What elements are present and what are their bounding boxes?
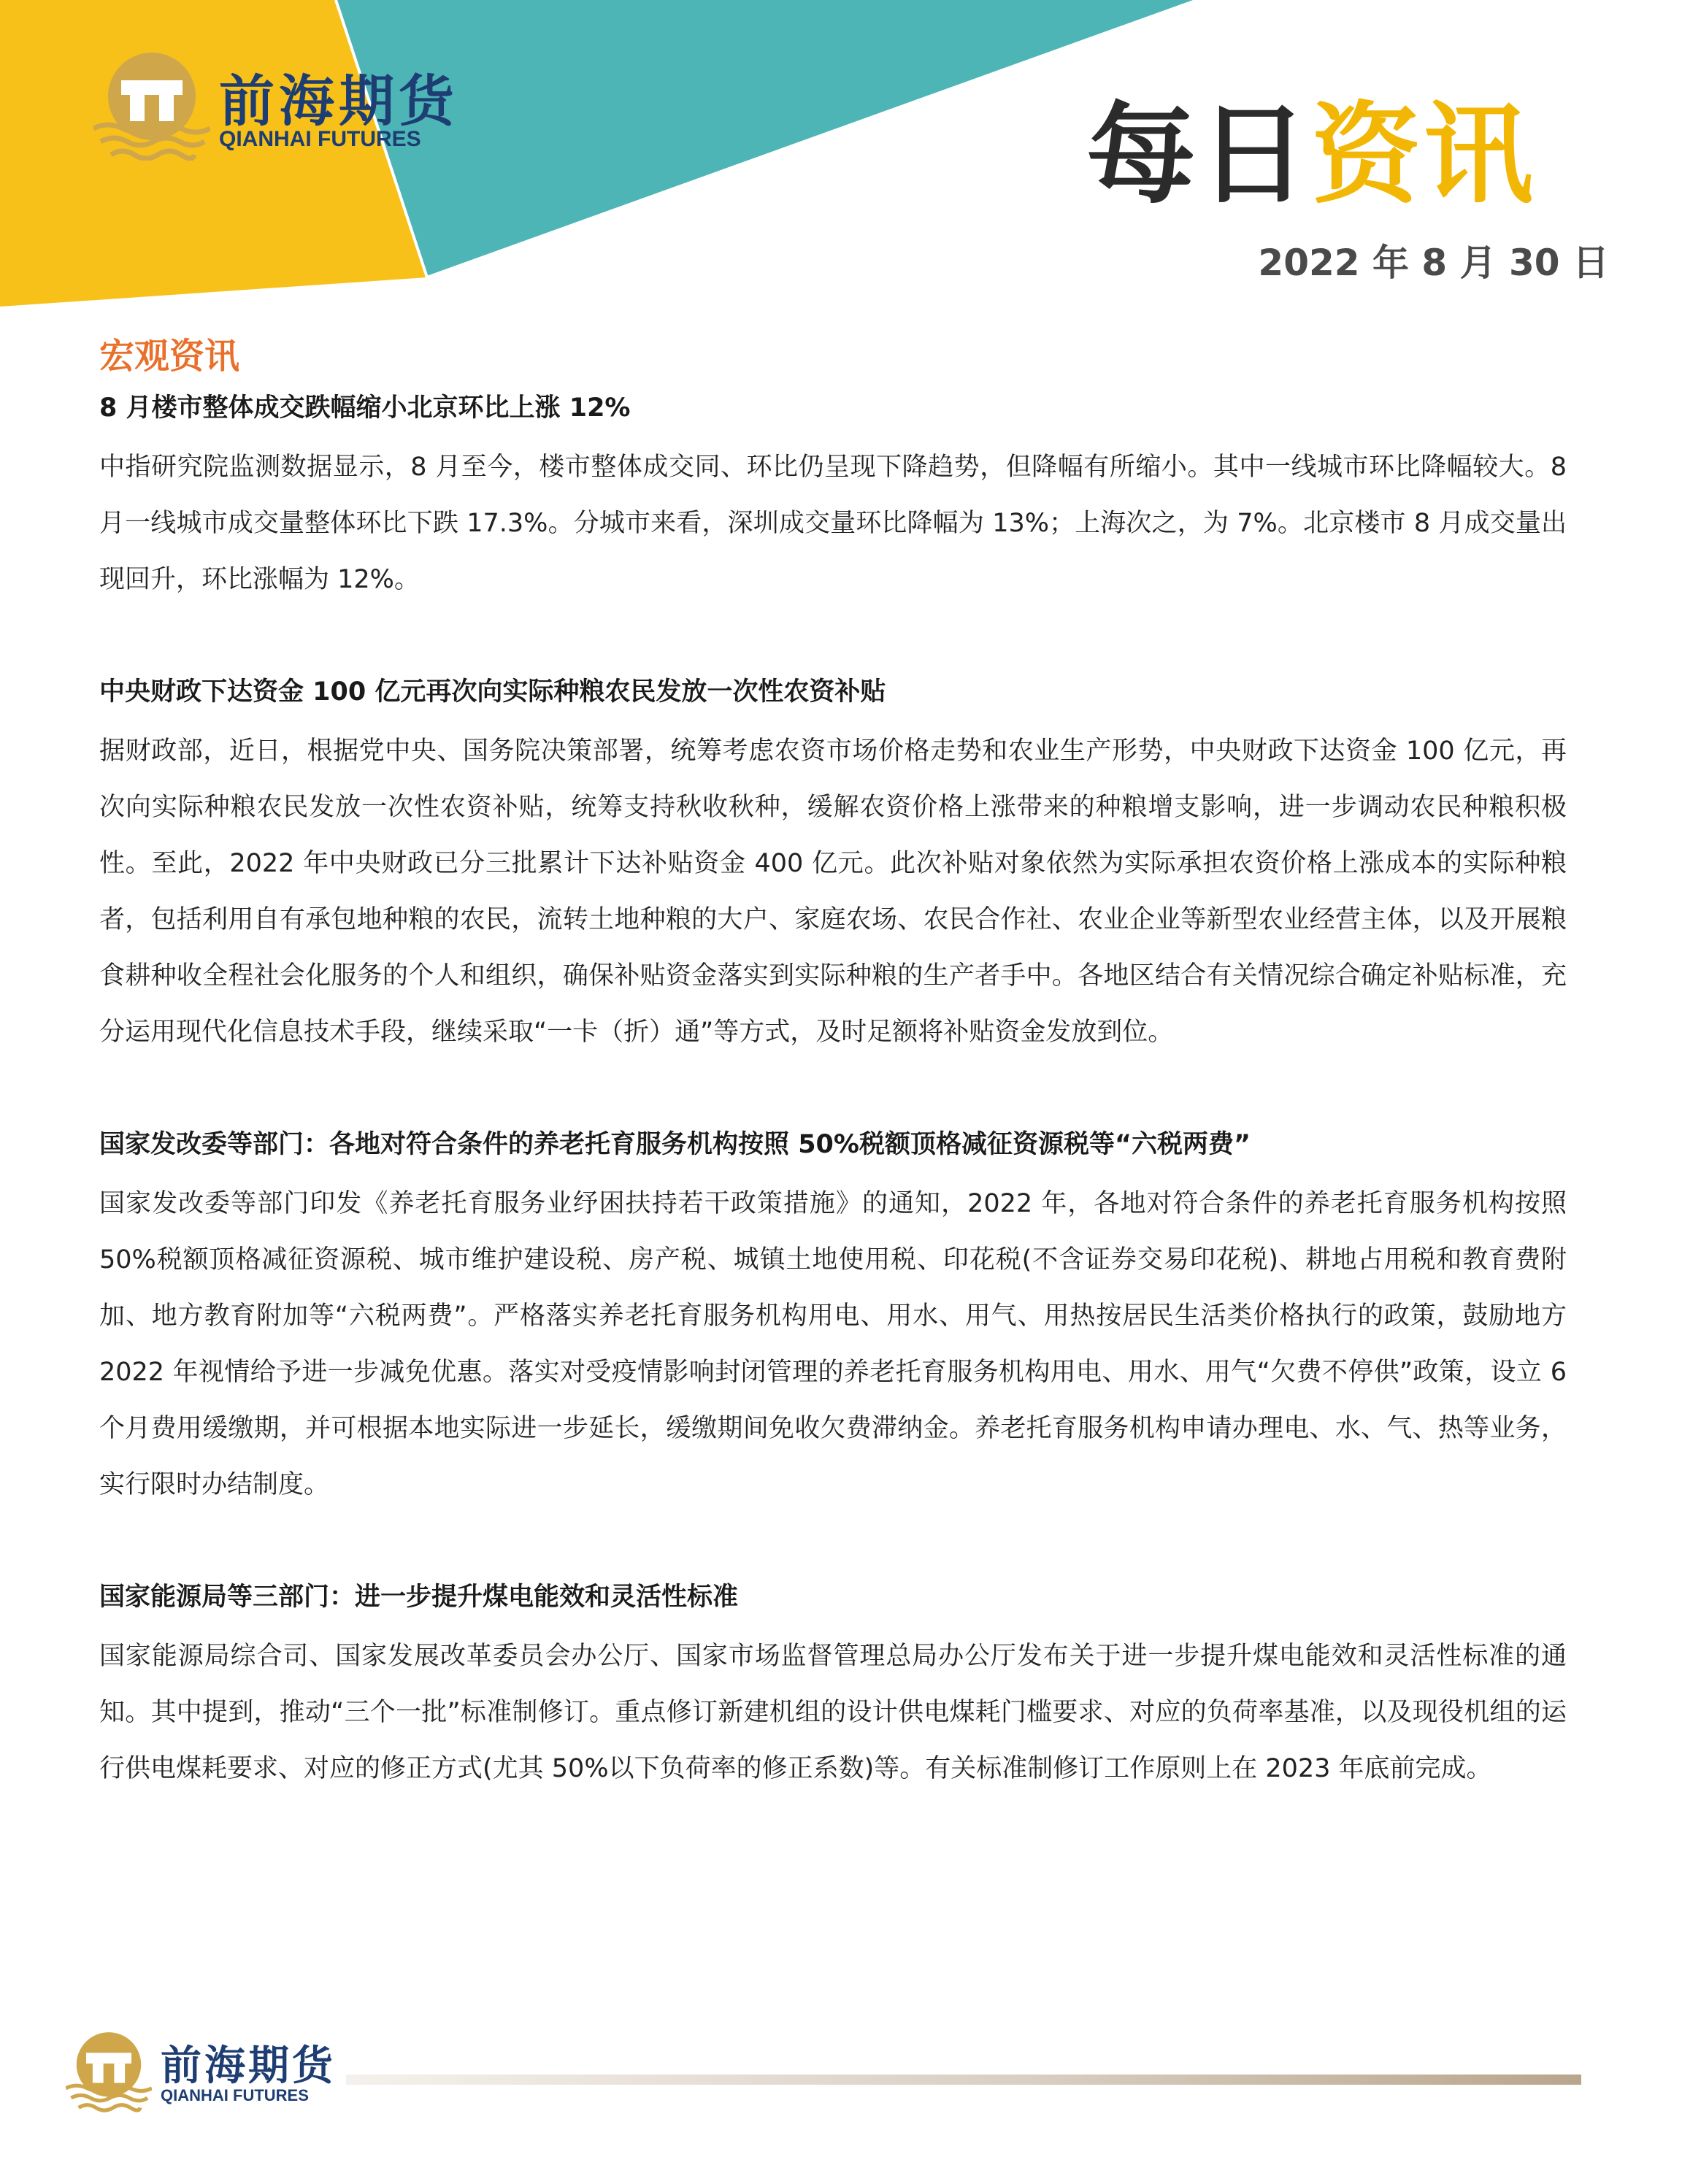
brand-name-cn: 前海期货 bbox=[219, 69, 458, 134]
article bbox=[99, 387, 1567, 608]
article-title: 国家发改委等部门：各地对符合条件的养老托育服务机构按照 50%税额顶格减征资源税等“六税两费” bbox=[99, 1130, 1251, 1159]
article-title: 8 月楼市整体成交跌幅缩小北京环比上涨 12% bbox=[99, 393, 631, 423]
title-part-gold: 资讯 bbox=[1310, 92, 1536, 219]
article bbox=[99, 1576, 1567, 1797]
brand-logo bbox=[93, 51, 458, 161]
title-part-dark: 每日 bbox=[1086, 92, 1311, 219]
brand-name-en: QIANHAI FUTURES bbox=[219, 127, 421, 151]
footer-brand-name-cn: 前海期货 bbox=[161, 2042, 336, 2090]
article-body: 中指研究院监测数据显示，8 月至今，楼市整体成交同、环比仍呈现下降趋势，但降幅有所缩小。其中一线城市环比降幅较大。8 月一线城市成交量整体环比下跌 17.3%。分城市来看，深圳成交量环比降幅为 13%；上海次之，为 7%。北京楼市 8 月成交量出现回升，环比涨幅为 12%。 bbox=[99, 453, 1567, 594]
article-body: 国家能源局综合司、国家发展改革委员会办公厅、国家市场监督管理总局办公厅发布关于进一步提升煤电能效和灵活性标准的通知。其中提到，推动“三个一批”标准制修订。重点修订新建机组的设计供电煤耗门槛要求、对应的负荷率基准，以及现役机组的运行供电煤耗要求、对应的修正方式(尤其 50%以下负荷率的修正系数)等。有关标准制修订工作原则上在 2023 年底前完成。 bbox=[99, 1642, 1567, 1783]
article-body: 国家发改委等部门印发《养老托育服务业纾困扶持若干政策措施》的通知，2022 年，各地对符合条件的养老托育服务机构按照 50%税额顶格减征资源税、城市维护建设税、房产税、城镇土地使用税、印花税(不含证券交易印花税)、耕地占用税和教育费附加、地方教育附加等“六税两费”。严格落实养老托育服务机构用电、用水、用气、用热按居民生活类价格执行的政策，鼓励地方 2022 年视情给予进一步减免优惠。落实对受疫情影响封闭管理的养老托育服务机构用电、用水、用气“欠费不停供”政策，设立 6 个月费用缓缴期，并可根据本地实际进一步延长，缓缴期间免收欠费滞纳金。养老托育服务机构申请办理电、水、气、热等业务，实行限时办结制度。 bbox=[99, 1189, 1567, 1499]
page-title bbox=[1086, 92, 1536, 219]
article-title: 中央财政下达资金 100 亿元再次向实际种粮农民发放一次性农资补贴 bbox=[99, 677, 886, 707]
footer-brand-name-en: QIANHAI FUTURES bbox=[161, 2086, 309, 2104]
article-body: 据财政部，近日，根据党中央、国务院决策部署，统筹考虑农资市场价格走势和农业生产形势，中央财政下达资金 100 亿元，再次向实际种粮农民发放一次性农资补贴，统筹支持秋收秋种，缓解农资价格上涨带来的种粮增支影响，进一步调动农民种粮积极性。至此，2022 年中央财政已分三批累计下达补贴资金 400 亿元。此次补贴对象依然为实际承担农资价格上涨成本的实际种粮者，包括利用自有承包地种粮的农民，流转土地种粮的大户、家庭农场、农民合作社、农业企业等新型农业经营主体，以及开展粮食耕种收全程社会化服务的个人和组织，确保补贴资金落实到实际种粮的生产者手中。各地区结合有关情况综合确定补贴标准，充分运用现代化信息技术手段，继续采取“一卡（折）通”等方式，及时足额将补贴资金发放到位。 bbox=[99, 737, 1567, 1047]
section-title: 宏观资讯 bbox=[99, 336, 240, 377]
main-content bbox=[99, 330, 1567, 1860]
article bbox=[99, 1123, 1567, 1513]
logo-sun-waves-icon bbox=[66, 2031, 152, 2112]
report-date: 2022 年 8 月 30 日 bbox=[1258, 242, 1609, 284]
teal-band bbox=[336, 0, 1197, 277]
footer-divider bbox=[346, 2075, 1581, 2085]
logo-sun-waves-icon bbox=[93, 51, 210, 161]
article-title: 国家能源局等三部门：进一步提升煤电能效和灵活性标准 bbox=[99, 1583, 739, 1612]
page-footer bbox=[66, 2031, 1613, 2126]
article bbox=[99, 671, 1567, 1061]
header-corner-decoration bbox=[0, 0, 1241, 321]
